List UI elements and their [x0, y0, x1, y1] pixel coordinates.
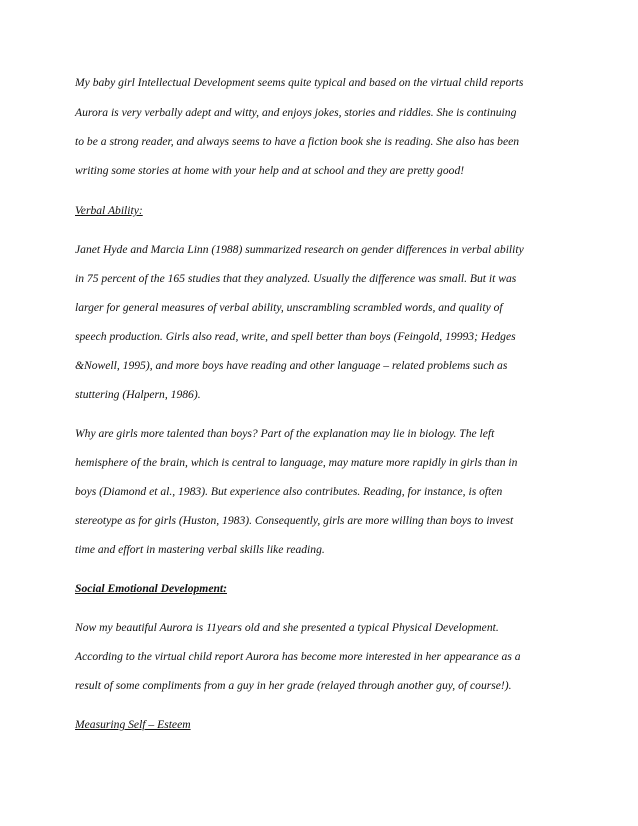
- paragraph-1-line-2: Aurora is very verbally adept and witty, and enjoys jokes, stories and riddles. She is continuing: [75, 106, 517, 119]
- heading-measuring-self-esteem: Measuring Self – Esteem: [75, 718, 191, 731]
- paragraph-3-line-1: Why are girls more talented than boys? Part of the explanation may lie in biology. The left: [75, 427, 495, 440]
- paragraph-3-line-2: hemisphere of the brain, which is central to language, may mature more rapidly in girls than in: [75, 456, 518, 469]
- paragraph-4-line-1: Now my beautiful Aurora is 11years old and she presented a typical Physical Development.: [75, 621, 499, 634]
- paragraph-1-line-1: My baby girl Intellectual Development seems quite typical and based on the virtual child reports: [75, 76, 524, 89]
- paragraph-2-line-3: larger for general measures of verbal ability, unscrambling scrambled words, and quality of: [75, 301, 503, 314]
- paragraph-2-line-4: speech production. Girls also read, write, and spell better than boys (Feingold, 19993; Hedges: [75, 330, 516, 343]
- paragraph-2-line-6: stuttering (Halpern, 1986).: [75, 388, 201, 401]
- paragraph-3-line-4: stereotype as for girls (Huston, 1983). Consequently, girls are more willing than boys to invest: [75, 514, 514, 527]
- paragraph-2-line-2: in 75 percent of the 165 studies that they analyzed. Usually the difference was small. But it was: [75, 272, 517, 285]
- paragraph-3-line-3: boys (Diamond et al., 1983). But experience also contributes. Reading, for instance, is often: [75, 485, 503, 498]
- paragraph-2-line-1: Janet Hyde and Marcia Linn (1988) summarized research on gender differences in verbal ability: [75, 243, 524, 256]
- paragraph-4-line-2: According to the virtual child report Aurora has become more interested in her appearance as a: [75, 650, 521, 663]
- paragraph-1-line-4: writing some stories at home with your help and at school and they are pretty good!: [75, 164, 465, 177]
- paragraph-2-line-5: &Nowell, 1995), and more boys have reading and other language – related problems such as: [75, 359, 508, 372]
- heading-social-emotional-development: Social Emotional Development:: [75, 582, 227, 595]
- paragraph-4-line-3: result of some compliments from a guy in her grade (relayed through another guy, of course!).: [75, 679, 512, 692]
- heading-verbal-ability: Verbal Ability:: [75, 204, 143, 217]
- paragraph-1-line-3: to be a strong reader, and always seems to have a fiction book she is reading. She also has been: [75, 135, 520, 148]
- paragraph-3-line-5: time and effort in mastering verbal skills like reading.: [75, 543, 325, 556]
